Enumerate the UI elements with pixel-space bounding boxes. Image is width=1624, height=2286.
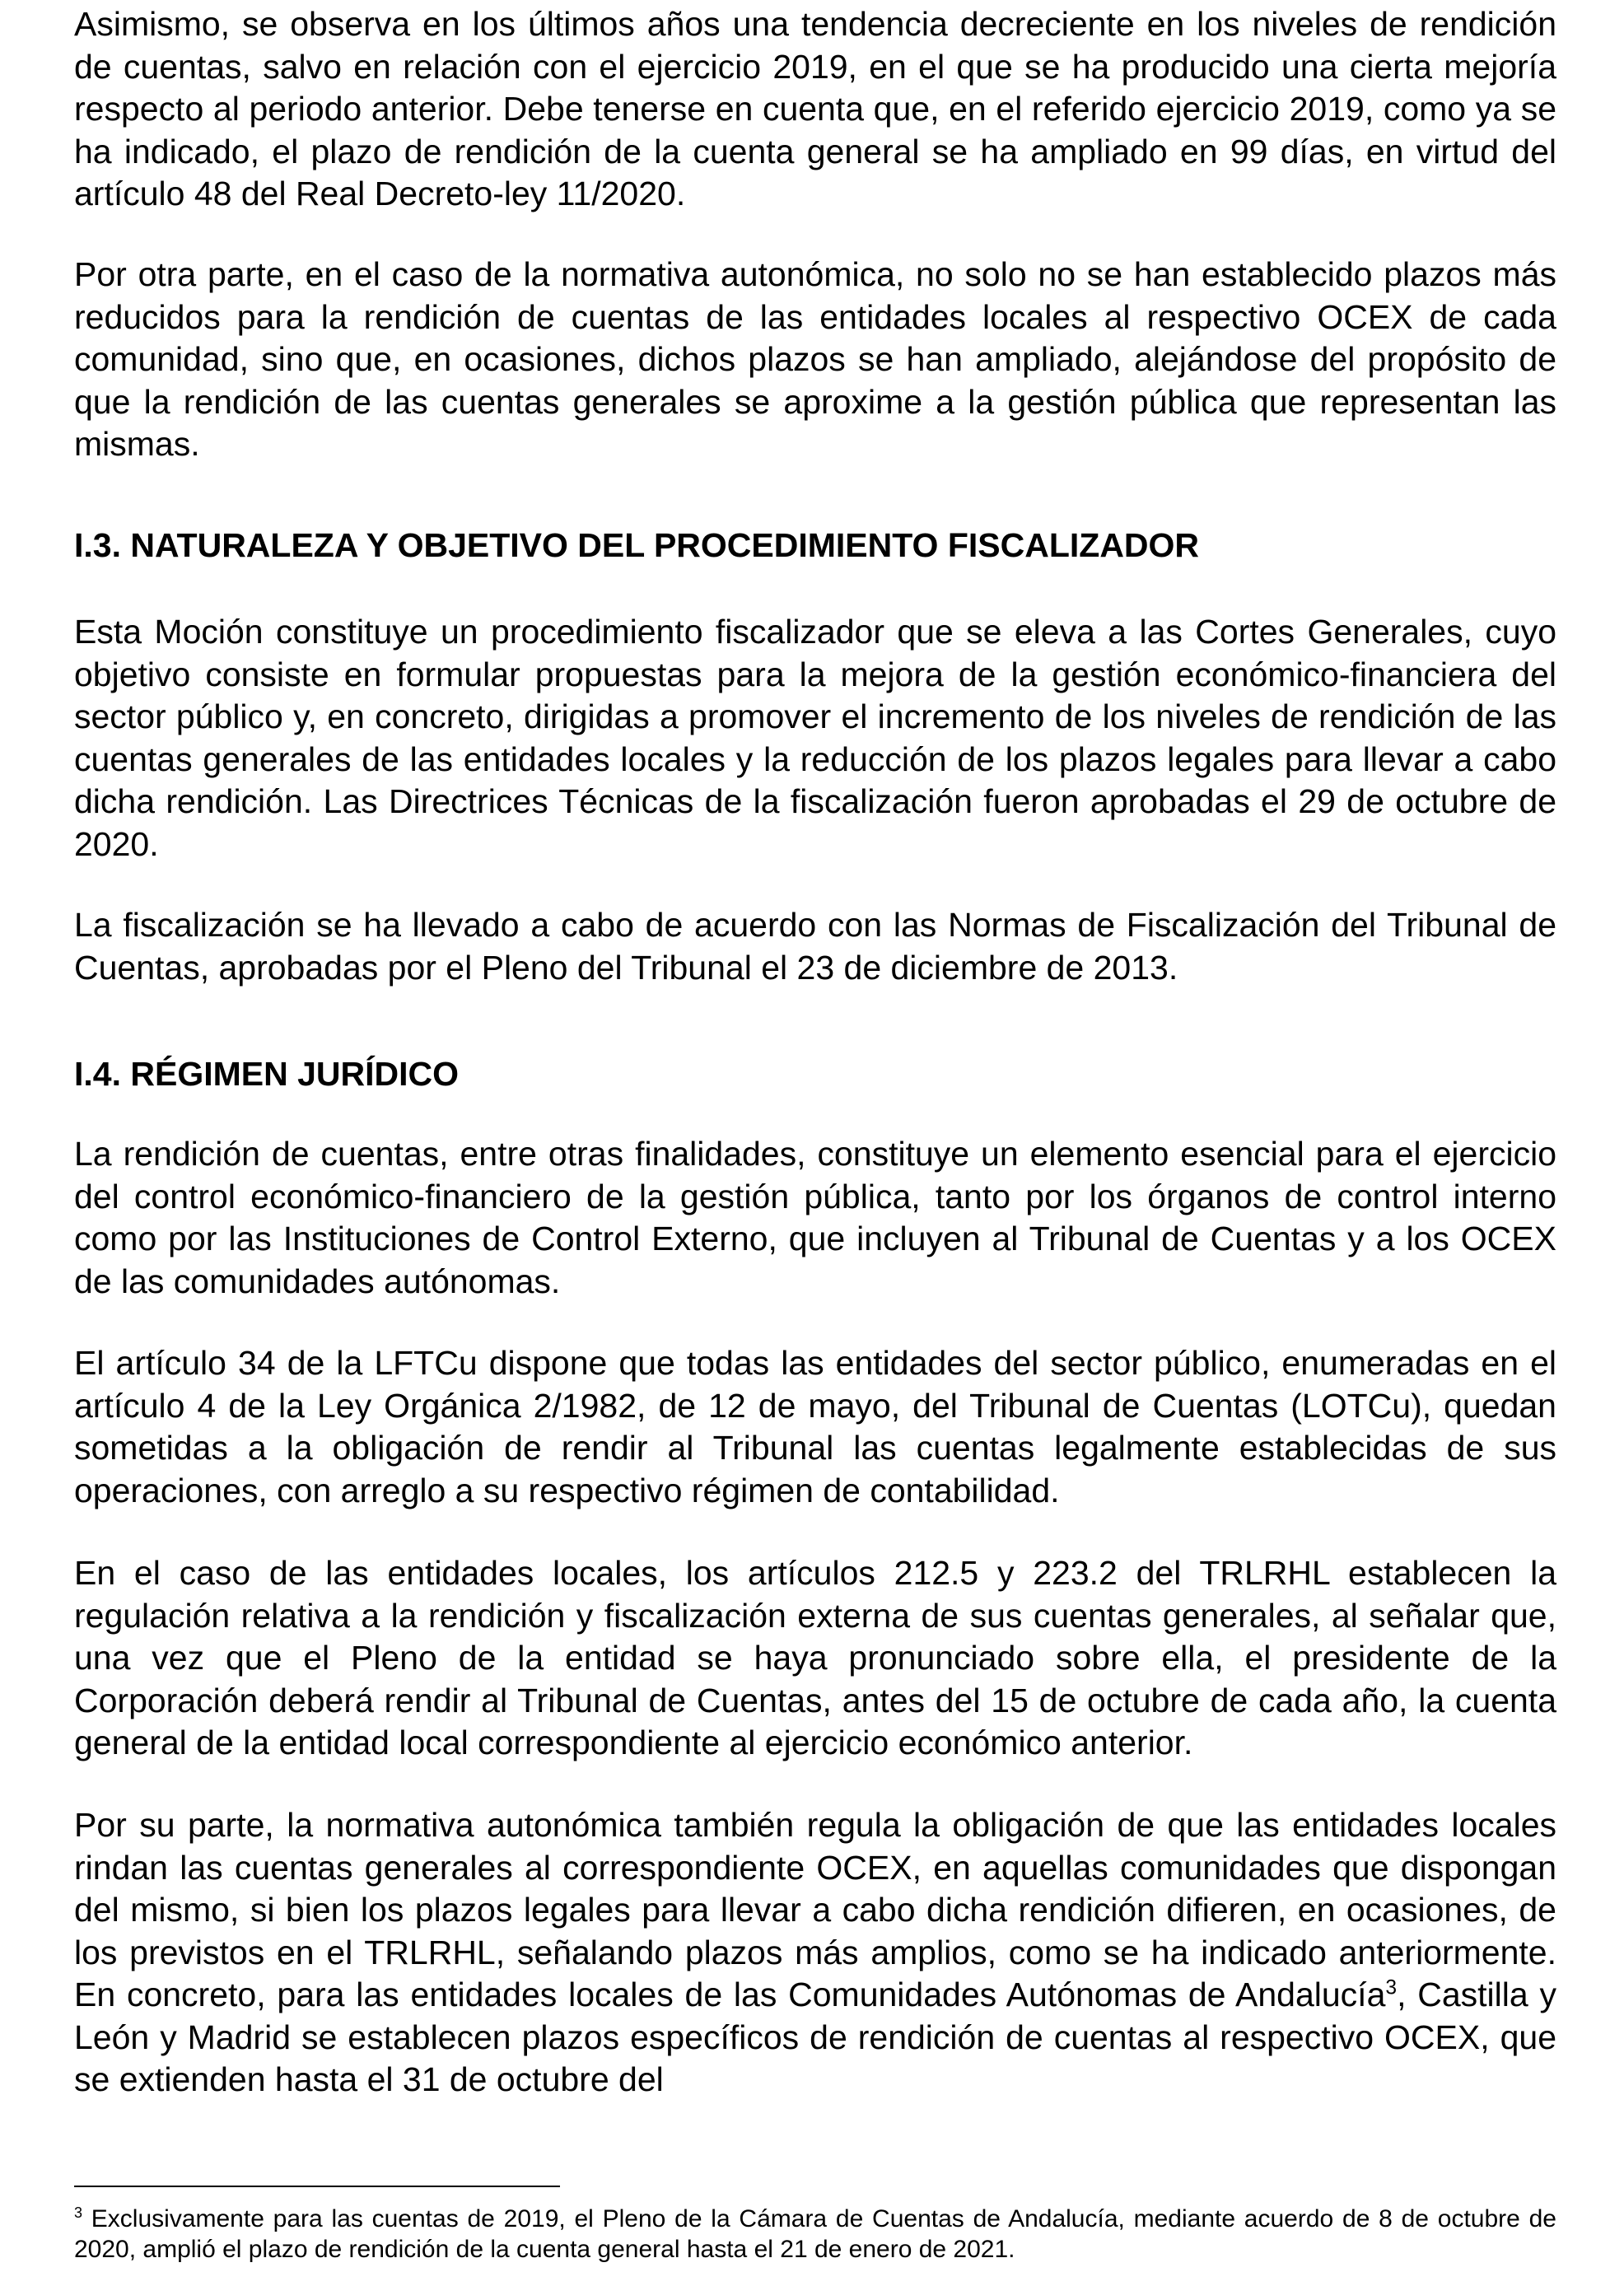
paragraph-article-34: El artículo 34 de la LFTCu dispone que todas las entidades del sector público, enumeradas en el artículo 4 de la Ley Orgánica 2/1982, de 12 de mayo, del Tribunal de Cuentas (LOTCu), quedan sometidas a la obligación de rendir al Tribunal las cuentas legalmente establecidas de sus operaciones, con arreglo a su respectivo régimen de contabilidad. <box>74 1344 1556 1509</box>
section-heading-i3: I.3. NATURALEZA Y OBJETIVO DEL PROCEDIMIENTO FISCALIZADOR <box>74 526 1200 564</box>
paragraph-autonomic-regulation <box>74 1804 1556 2102</box>
paragraph-trend: Asimismo, se observa en los últimos años una tendencia decreciente en los niveles de rendición de cuentas, salvo en relación con el ejercicio 2019, en el que se ha producido una cierta mejoría respecto al periodo anterior. Debe tenerse en cuenta que, en el referido ejercicio 2019, como ya se ha indicado, el plazo de rendición de la cuenta general se ha ampliado en 99 días, en virtud del artículo 48 del Real Decreto-ley 11/2020. <box>74 5 1556 212</box>
footnote-text: Exclusivamente para las cuentas de 2019, el Pleno de la Cámara de Cuentas de Andalucía, mediante acuerdo de 8 de octubre de 2020, amplió el plazo de rendición de la cuenta general hasta el 21 de enero de 2021. <box>74 2205 1556 2263</box>
paragraph-local-entities: En el caso de las entidades locales, los artículos 212.5 y 223.2 del TRLRHL establecen la regulación relativa a la rendición y fiscalización externa de sus cuentas generales, al señalar que, una vez que el Pleno de la entidad se haya pronunciado sobre ella, el presidente de la Corporación deberá rendir al Tribunal de Cuentas, antes del 15 de octubre de cada año, la cuenta general de la entidad local correspondiente al ejercicio económico anterior. <box>74 1554 1556 1761</box>
footnote-separator <box>74 2186 560 2187</box>
paragraph-accountability: La rendición de cuentas, entre otras finalidades, constituye un elemento esencial para el ejercicio del control económico-financiero de la gestión pública, tanto por los órganos de control interno como por las Instituciones de Control Externo, que incluyen al Tribunal de Cuentas y a los OCEX de las comunidades autónomas. <box>74 1135 1556 1300</box>
paragraph-text-part1: Por su parte, la normativa autonómica también regula la obligación de que las entidades locales rindan las cuentas generales al correspondiente OCEX, en aquellas comunidades que dispongan del mismo, si bien los plazos legales para llevar a cabo dicha rendición difieren, en ocasiones, de los previstos en el TRLRHL, señalando plazos más amplios, como se ha indicado anteriormente. En concreto, para las entidades locales de las Comunidades Autónomas de Andalucía <box>74 1806 1556 2013</box>
paragraph-text-part2: , Castilla y León y Madrid se establecen plazos específicos de rendición de cuentas al respectivo OCEX, que se extienden hasta el 31 de octubre del <box>74 1976 1556 2098</box>
paragraph-audit-standards: La fiscalización se ha llevado a cabo de acuerdo con las Normas de Fiscalización del Tribunal de Cuentas, aprobadas por el Pleno del Tribunal el 23 de diciembre de 2013. <box>74 906 1556 987</box>
footnote-marker: 3 <box>74 2204 83 2221</box>
paragraph-motion: Esta Moción constituye un procedimiento fiscalizador que se eleva a las Cortes Generales, cuyo objetivo consiste en formular propuestas para la mejora de la gestión económico-financiera del sector público y, en concreto, dirigidas a promover el incremento de los niveles de rendición de las cuentas generales de las entidades locales y la reducción de los plazos legales para llevar a cabo dicha rendición. Las Directrices Técnicas de la fiscalización fueron aprobadas el 29 de octubre de 2020. <box>74 613 1556 863</box>
footnote-reference[interactable]: 3 <box>1385 1976 1398 1999</box>
paragraph-autonomic-norms: Por otra parte, en el caso de la normativa autonómica, no solo no se han establecido plazos más reducidos para la rendición de cuentas de las entidades locales al respectivo OCEX de cada comunidad, sino que, en ocasiones, dichos plazos se han ampliado, alejándose del propósito de que la rendición de las cuentas generales se aproxime a la gestión pública que representan las mismas. <box>74 255 1556 463</box>
section-heading-i4: I.4. RÉGIMEN JURÍDICO <box>74 1055 460 1093</box>
footnote <box>74 2204 1556 2265</box>
